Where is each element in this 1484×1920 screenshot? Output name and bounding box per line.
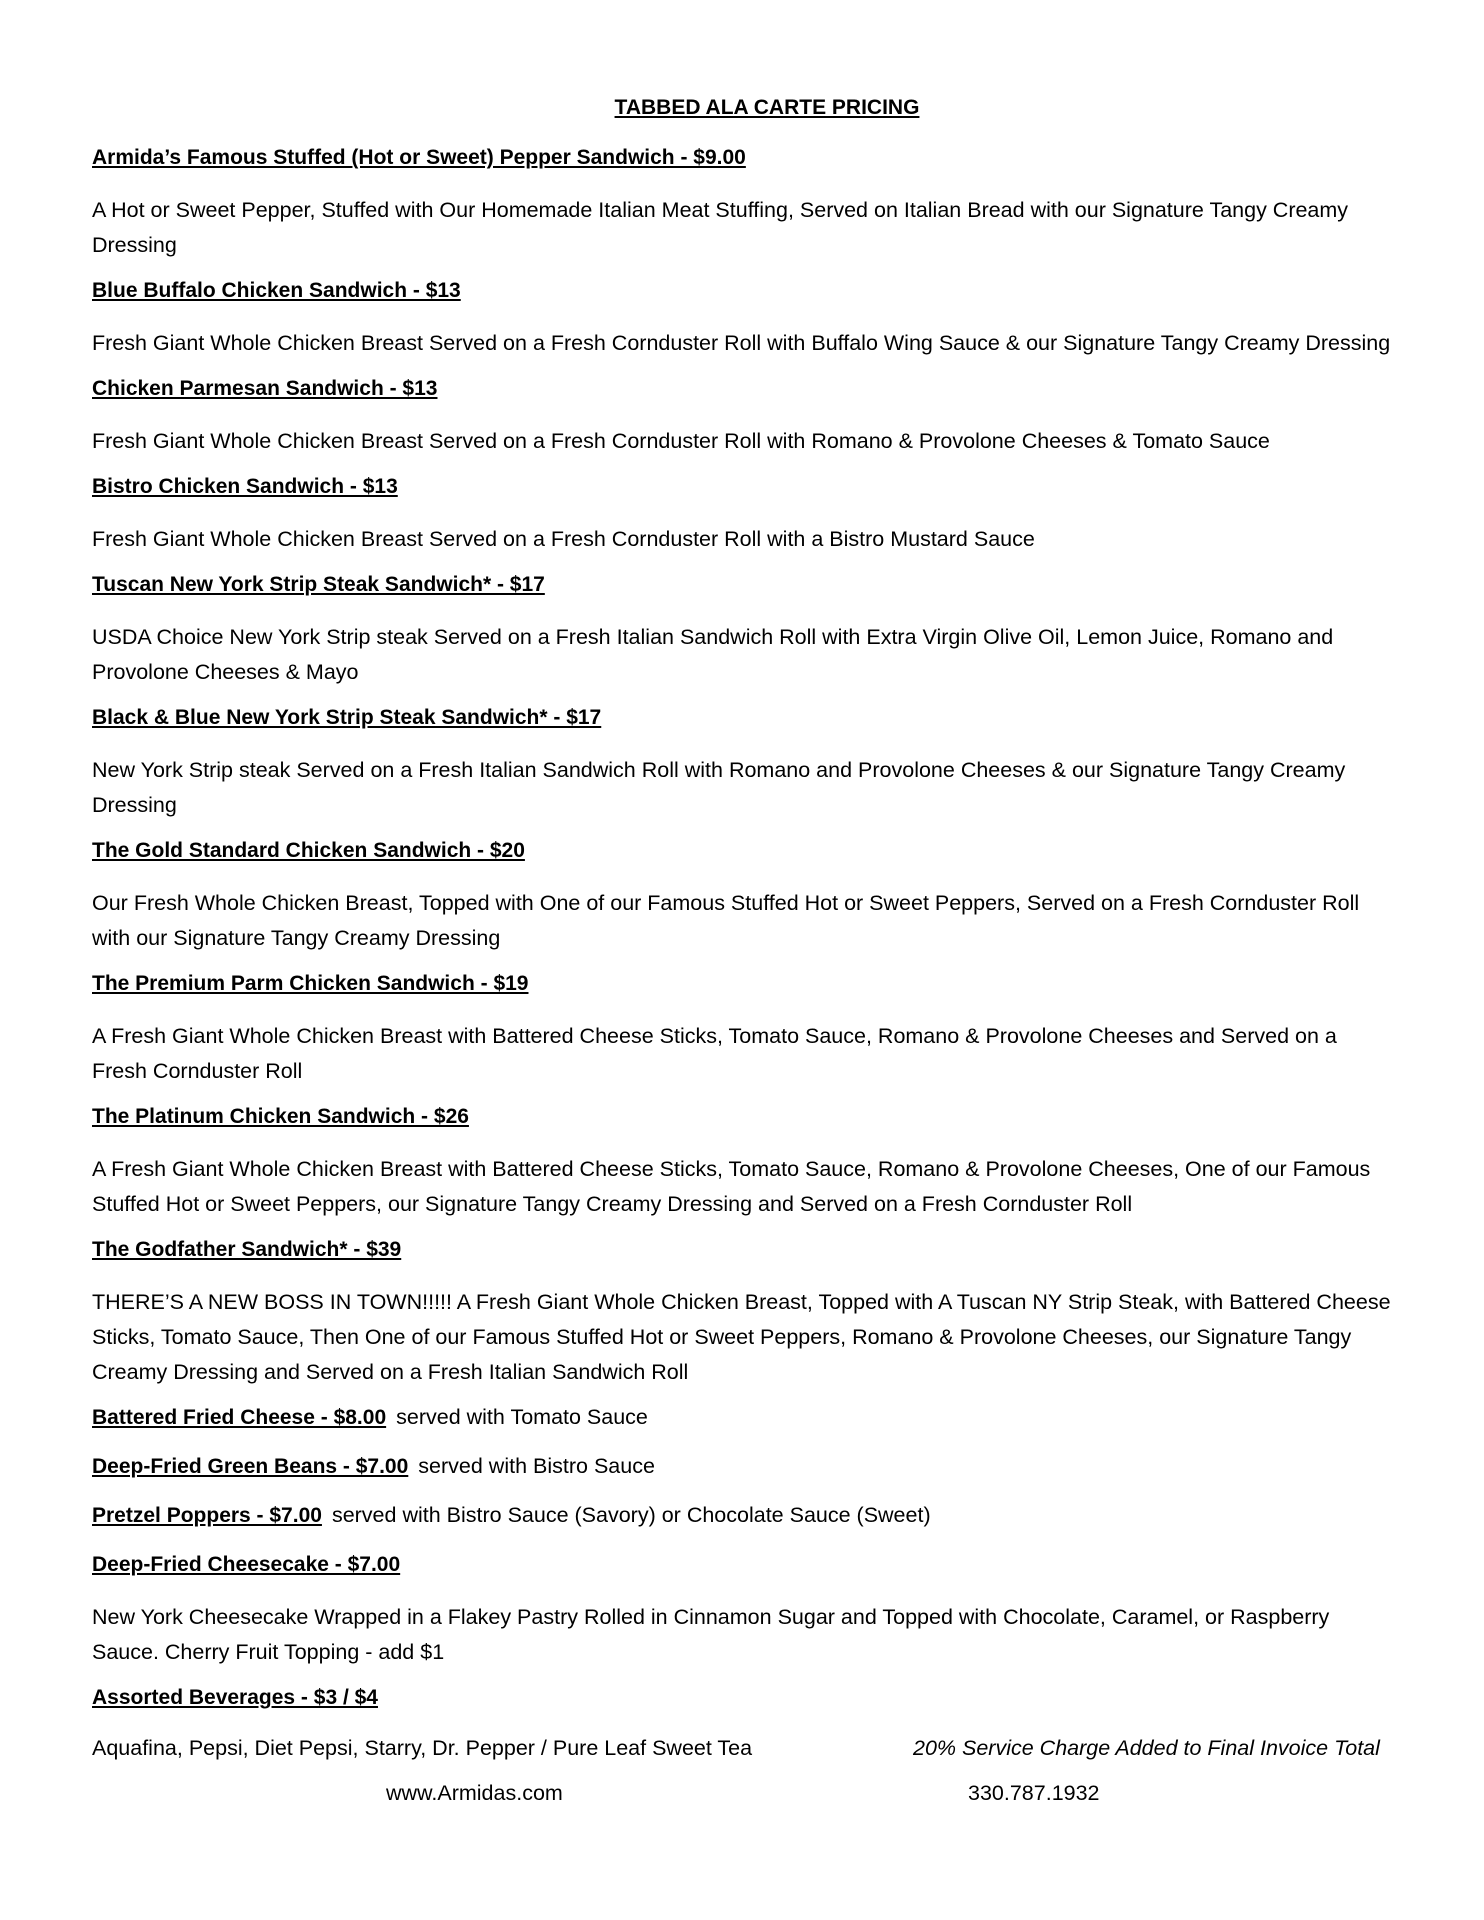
item-heading: Bistro Chicken Sandwich - $13 (92, 475, 398, 498)
menu-item (92, 837, 1392, 956)
menu-item (92, 144, 1392, 263)
item-heading: The Premium Parm Chicken Sandwich - $19 (92, 972, 529, 995)
item-description: A Fresh Giant Whole Chicken Breast with Battered Cheese Sticks, Tomato Sauce, Romano & Provolone Cheeses, One of our Famous Stuffed Hot or Sweet Peppers, our Signature Tangy Creamy Dressing and Served on a Fresh Cornduster Roll (92, 1157, 1371, 1216)
beverages-description: Aquafina, Pepsi, Diet Pepsi, Starry, Dr. Pepper / Pure Leaf Sweet Tea (92, 1736, 753, 1760)
item-description: Fresh Giant Whole Chicken Breast Served on a Fresh Cornduster Roll with a Bistro Mustard Sauce (92, 527, 1035, 551)
sandwich-list (92, 144, 1392, 1390)
item-description: New York Strip steak Served on a Fresh Italian Sandwich Roll with Romano and Provolone Cheeses & our Signature Tangy Creamy Dressing (92, 758, 1346, 817)
side-item (92, 1404, 1392, 1431)
item-heading: Armida’s Famous Stuffed (Hot or Sweet) Pepper Sandwich - $9.00 (92, 146, 746, 169)
menu-item (92, 473, 1392, 557)
item-description: A Hot or Sweet Pepper, Stuffed with Our Homemade Italian Meat Stuffing, Served on Italian Bread with our Signature Tangy Creamy Dressing (92, 198, 1349, 257)
item-heading: Black & Blue New York Strip Steak Sandwich* - $17 (92, 706, 602, 729)
dessert-item (92, 1551, 1392, 1670)
beverages-heading: Assorted Beverages - $3 / $4 (92, 1686, 378, 1709)
item-description: Fresh Giant Whole Chicken Breast Served on a Fresh Cornduster Roll with Buffalo Wing Sauce & our Signature Tangy Creamy Dressing (92, 331, 1391, 355)
beverages-item (92, 1684, 1392, 1763)
footer (92, 1781, 1392, 1811)
side-description: served with Tomato Sauce (396, 1405, 648, 1429)
menu-item (92, 1103, 1392, 1222)
sides-list (92, 1404, 1392, 1529)
side-item (92, 1502, 1392, 1529)
menu-item (92, 970, 1392, 1089)
side-description: served with Bistro Sauce (Savory) or Chocolate Sauce (Sweet) (331, 1503, 931, 1527)
menu-item (92, 704, 1392, 823)
menu-item (92, 375, 1392, 459)
item-description: THERE’S A NEW BOSS IN TOWN!!!!! A Fresh Giant Whole Chicken Breast, Topped with A Tuscan NY Strip Steak, with Battered Cheese Sticks, Tomato Sauce, Then One of our Famous Stuffed Hot or Sweet Peppers, Romano & Provolone Cheeses, our Signature Tangy Creamy Dressing and Served on a Fresh Italian Sandwich Roll (92, 1290, 1391, 1384)
item-heading: Tuscan New York Strip Steak Sandwich* - $17 (92, 573, 545, 596)
dessert-heading: Deep-Fried Cheesecake - $7.00 (92, 1553, 401, 1576)
item-heading: Blue Buffalo Chicken Sandwich - $13 (92, 279, 461, 302)
side-heading: Pretzel Poppers - $7.00 (92, 1504, 322, 1527)
website-link[interactable]: www.Armidas.com (386, 1781, 563, 1805)
side-heading: Battered Fried Cheese - $8.00 (92, 1406, 387, 1429)
item-heading: The Gold Standard Chicken Sandwich - $20 (92, 839, 525, 862)
item-heading: Chicken Parmesan Sandwich - $13 (92, 377, 438, 400)
beverages-row (92, 1733, 1392, 1763)
dessert-description: New York Cheesecake Wrapped in a Flakey Pastry Rolled in Cinnamon Sugar and Topped with Chocolate, Caramel, or Raspberry Sauce. Cherry Fruit Topping - add $1 (92, 1605, 1330, 1664)
item-description: A Fresh Giant Whole Chicken Breast with Battered Cheese Sticks, Tomato Sauce, Romano & Provolone Cheeses and Served on a Fresh Cornduster Roll (92, 1024, 1337, 1083)
item-description: Fresh Giant Whole Chicken Breast Served on a Fresh Cornduster Roll with Romano & Provolone Cheeses & Tomato Sauce (92, 429, 1270, 453)
menu-page (92, 96, 1392, 1811)
phone-number: 330.787.1932 (968, 1781, 1100, 1805)
item-description: USDA Choice New York Strip steak Served on a Fresh Italian Sandwich Roll with Extra Virgin Olive Oil, Lemon Juice, Romano and Provolone Cheeses & Mayo (92, 625, 1334, 684)
side-heading: Deep-Fried Green Beans - $7.00 (92, 1455, 409, 1478)
item-heading: The Godfather Sandwich* - $39 (92, 1238, 402, 1261)
item-description: Our Fresh Whole Chicken Breast, Topped with One of our Famous Stuffed Hot or Sweet Peppers, Served on a Fresh Cornduster Roll with our Signature Tangy Creamy Dressing (92, 891, 1360, 950)
page-title: TABBED ALA CARTE PRICING (614, 96, 920, 119)
service-charge-note: 20% Service Charge Added to Final Invoice Total (913, 1736, 1380, 1760)
item-heading: The Platinum Chicken Sandwich - $26 (92, 1105, 469, 1128)
side-description: served with Bistro Sauce (418, 1454, 655, 1478)
menu-item (92, 571, 1392, 690)
side-item (92, 1453, 1392, 1480)
menu-item (92, 277, 1392, 361)
menu-item (92, 1236, 1392, 1390)
